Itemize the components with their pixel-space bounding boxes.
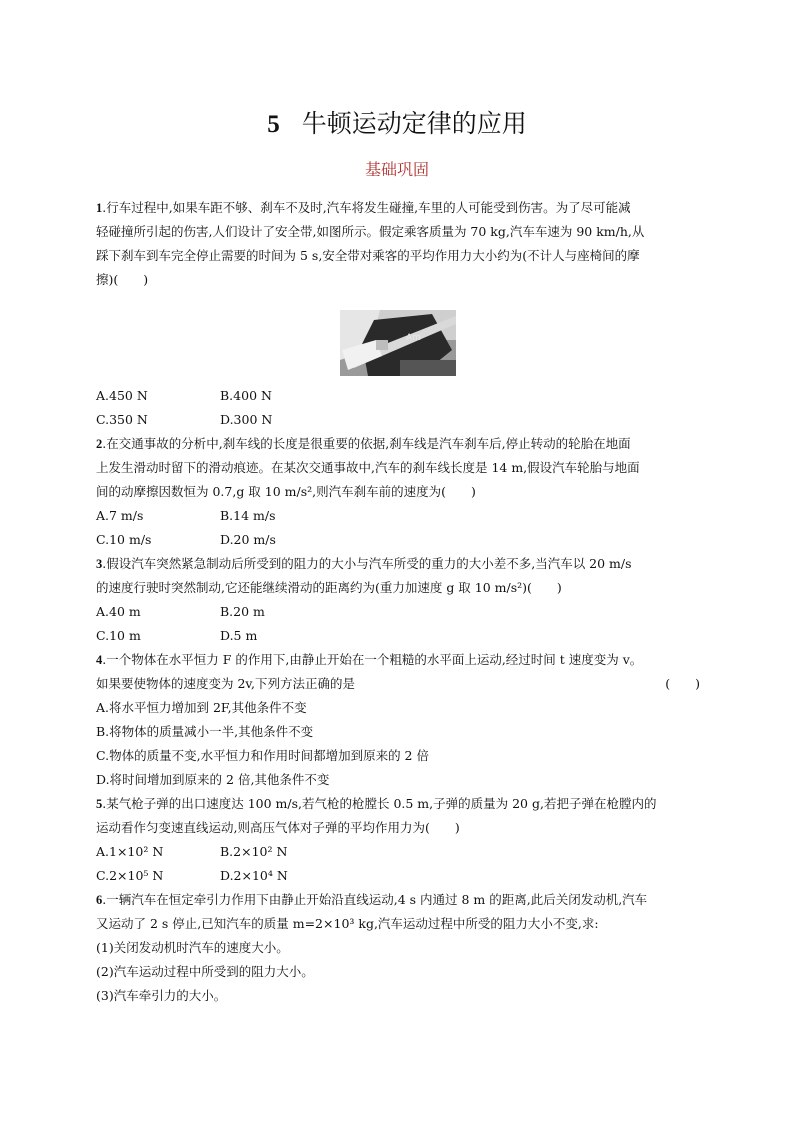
option-b[interactable]: B.20 m (220, 604, 265, 619)
option-c[interactable]: C.物体的质量不变,水平恒力和作用时间都增加到原来的 2 倍 (96, 748, 429, 763)
question-text: .某气枪子弹的出口速度达 100 m/s,若气枪的枪膛长 0.5 m,子弹的质量为 20 g,若把子弹在枪膛内的 (102, 796, 657, 811)
question-text: .行车过程中,如果车距不够、刹车不及时,汽车将发生碰撞,车里的人可能受到伤害。为了尽可能减 (102, 200, 631, 215)
question-text: 轻碰撞所引起的伤害,人们设计了安全带,如图所示。假定乘客质量为 70 kg,汽车车速为 90 km/h,从 (96, 224, 645, 239)
seatbelt-photo (340, 310, 456, 376)
question-text: 擦)( ) (96, 272, 149, 287)
option-c[interactable]: C.10 m/s (96, 532, 152, 547)
question-6 (96, 888, 700, 1008)
option-d[interactable]: D.将时间增加到原来的 2 倍,其他条件不变 (96, 772, 330, 787)
option-d[interactable]: D.2×10⁴ N (220, 868, 288, 883)
option-b[interactable]: B.400 N (220, 388, 272, 403)
question-text: 运动看作匀变速直线运动,则高压气体对子弹的平均作用力为( ) (96, 820, 460, 835)
option-a[interactable]: A.40 m (96, 604, 141, 619)
option-d[interactable]: D.300 N (220, 412, 273, 427)
option-a[interactable]: A.将水平恒力增加到 2F,其他条件不变 (96, 700, 307, 715)
question-text: .一个物体在水平恒力 F 的作用下,由静止开始在一个粗糙的水平面上运动,经过时间 t 速度变为 v。 (102, 652, 643, 667)
option-a[interactable]: A.450 N (96, 388, 148, 403)
question-text: .在交通事故的分析中,刹车线的长度是很重要的依据,刹车线是汽车刹车后,停止转动的轮胎在地面 (102, 436, 631, 451)
option-c[interactable]: C.2×10⁵ N (96, 868, 164, 883)
section-heading: 基础巩固 (364, 160, 429, 179)
option-c[interactable]: C.350 N (96, 412, 148, 427)
question-text: 上发生滑动时留下的滑动痕迹。在某次交通事故中,汽车的刹车线长度是 14 m,假设汽车轮胎与地面 (96, 460, 640, 475)
question-text: .一辆汽车在恒定牵引力作用下由静止开始沿直线运动,4 s 内通过 8 m 的距离,此后关闭发动机,汽车 (102, 892, 648, 907)
sub-question-3: (3)汽车牵引力的大小。 (96, 988, 227, 1003)
option-c[interactable]: C.10 m (96, 628, 141, 643)
question-number: 1 (96, 201, 103, 215)
lesson-title: 牛顿运动定律的应用 (301, 109, 527, 138)
question-number: 6 (96, 893, 103, 907)
question-3 (96, 552, 700, 648)
svg-text:Am: Am (406, 333, 421, 343)
question-text: 间的动摩擦因数恒为 0.7,g 取 10 m/s²,则汽车刹车前的速度为( ) (96, 484, 476, 499)
question-number: 2 (96, 437, 103, 451)
question-1 (96, 196, 700, 432)
sub-question-2: (2)汽车运动过程中所受到的阻力大小。 (96, 964, 314, 979)
option-a[interactable]: A.1×10² N (96, 844, 164, 859)
option-d[interactable]: D.5 m (220, 628, 258, 643)
option-b[interactable]: B.14 m/s (220, 508, 276, 523)
option-a[interactable]: A.7 m/s (96, 508, 144, 523)
question-number: 5 (96, 797, 103, 811)
option-b[interactable]: B.2×10² N (220, 844, 288, 859)
question-text: 的速度行驶时突然制动,它还能继续滑动的距离约为(重力加速度 g 取 10 m/s²)( ) (96, 580, 562, 595)
question-number: 3 (96, 557, 103, 571)
question-list (96, 196, 700, 1008)
answer-bracket: ( ) (665, 676, 700, 691)
sub-question-1: (1)关闭发动机时汽车的速度大小。 (96, 940, 289, 955)
option-b[interactable]: B.将物体的质量减小一半,其他条件不变 (96, 724, 314, 739)
lesson-number: 5 (267, 111, 280, 138)
question-2 (96, 432, 700, 552)
page-title (0, 104, 794, 140)
question-text: .假设汽车突然紧急制动后所受到的阻力的大小与汽车所受的重力的大小差不多,当汽车以 20 m/s (102, 556, 632, 571)
option-d[interactable]: D.20 m/s (220, 532, 276, 547)
question-text: 踩下刹车到车完全停止需要的时间为 5 s,安全带对乘客的平均作用力大小约为(不计人与座椅间的摩 (96, 248, 640, 263)
question-number: 4 (96, 653, 103, 667)
question-4 (96, 648, 700, 792)
question-5 (96, 792, 700, 888)
question-text: 如果要使物体的速度变为 2v,下列方法正确的是 (96, 676, 355, 691)
question-text: 又运动了 2 s 停止,已知汽车的质量 m=2×10³ kg,汽车运动过程中所受的阻力大小不变,求: (96, 916, 599, 931)
